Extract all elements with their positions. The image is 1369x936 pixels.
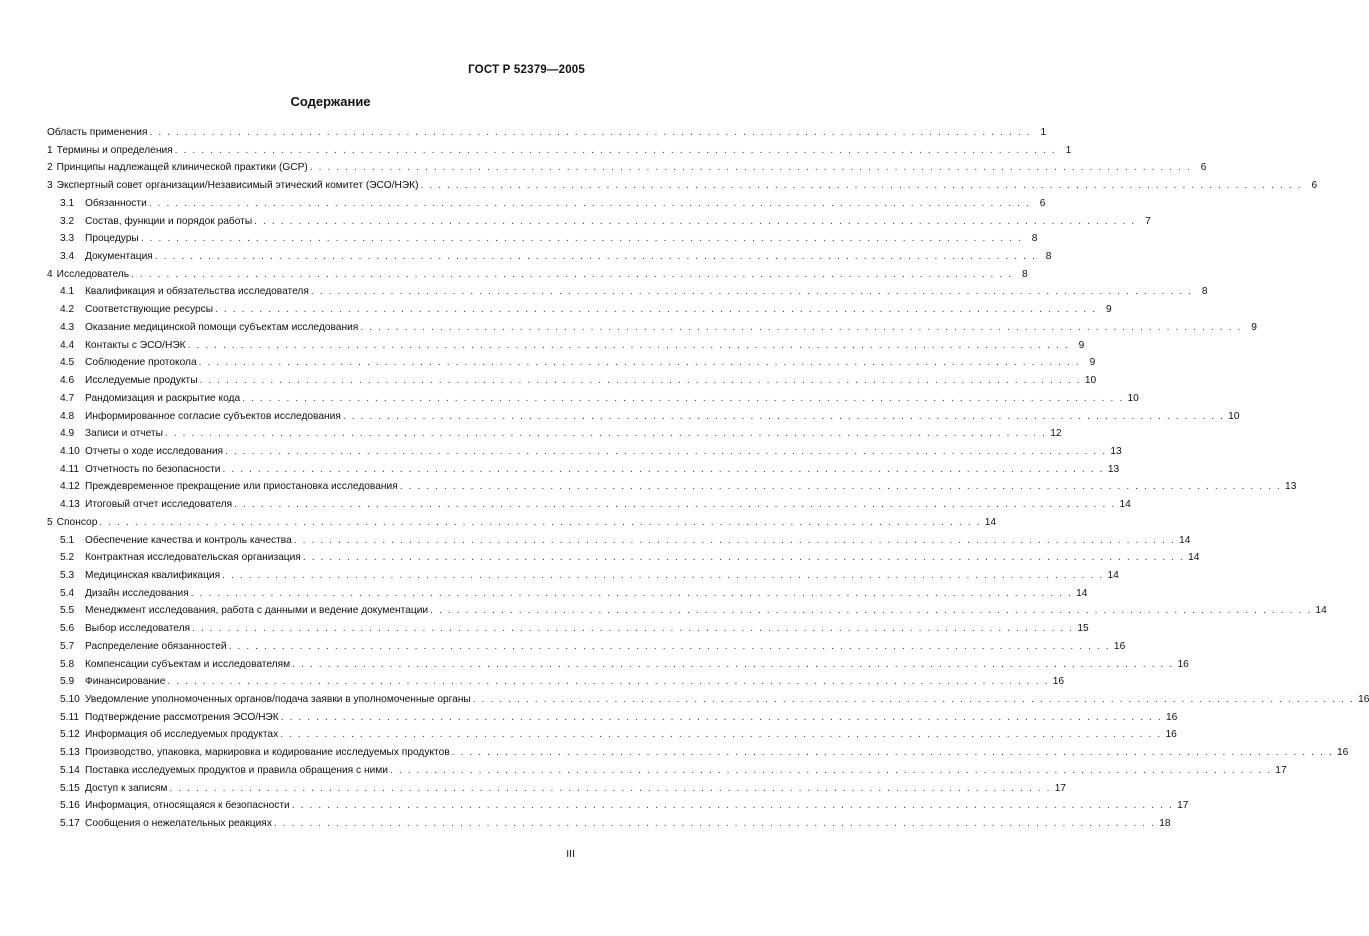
toc-entry-page: 9 — [1106, 304, 1112, 316]
toc-entry-title: Оказание медицинской помощи субъектам исследования — [85, 321, 359, 333]
toc-entry-number: 5.10 — [60, 694, 80, 705]
toc-entry-page: 16 — [1165, 729, 1177, 741]
toc-entry-page: 13 — [1285, 481, 1297, 493]
dot-leader — [280, 726, 1162, 744]
toc-entry-page: 12 — [1050, 428, 1062, 440]
toc-entry-number: 4.8 — [60, 410, 75, 422]
toc-entry[interactable] — [47, 620, 1089, 638]
toc-entry[interactable] — [47, 567, 1119, 585]
toc-entry-number: 5.4 — [60, 587, 75, 599]
toc-entry-number: 4 — [47, 268, 53, 280]
toc-entry-title: Информация, относящаяся к безопасности — [85, 800, 290, 812]
toc-entry-title: Контрактная исследовательская организация — [85, 552, 301, 564]
dot-leader — [274, 815, 1156, 833]
toc-entry-title: Итоговый отчет исследователя — [85, 499, 233, 511]
toc-entry-title: Менеджмент исследования, работа с данными и ведение документации — [85, 605, 429, 617]
toc-entry[interactable] — [47, 514, 997, 532]
toc-entry-number: 5 — [47, 516, 53, 528]
toc-entry-title: Распределение обязанностей — [85, 640, 227, 652]
toc-entry-page: 14 — [1179, 534, 1191, 546]
dot-leader — [294, 532, 1176, 550]
toc-entry[interactable] — [47, 797, 1189, 815]
toc-entry-number: 4.6 — [60, 375, 75, 387]
toc-entry[interactable] — [47, 815, 1171, 833]
dot-leader — [254, 213, 1136, 231]
dot-leader — [311, 283, 1193, 301]
toc-entry-number: 4.12 — [60, 481, 80, 493]
toc-entry-title: Производство, упаковка, маркировка и кодирование исследуемых продуктов — [85, 747, 450, 759]
toc-entry-page: 14 — [984, 516, 997, 528]
toc-entry-title: Квалификация и обязательства исследователя — [85, 286, 309, 298]
toc-entry-title: Информированное согласие субъектов исследования — [85, 410, 341, 422]
dot-leader — [310, 159, 1192, 177]
toc-entry[interactable] — [47, 726, 1177, 744]
toc-entry[interactable] — [47, 780, 1067, 798]
toc-entry-page: 18 — [1159, 818, 1171, 830]
toc-entry-number: 5.11 — [60, 711, 80, 723]
dot-leader — [234, 496, 1116, 514]
toc-entry-number: 5.15 — [60, 782, 80, 794]
toc-entry-number: 4.7 — [60, 392, 75, 404]
toc-entry[interactable] — [47, 602, 1327, 620]
dot-leader — [165, 425, 1047, 443]
dot-leader — [292, 797, 1174, 815]
toc-entry-title: Подтверждение рассмотрения ЭСО/НЭК — [85, 711, 279, 723]
toc-entry[interactable] — [47, 425, 1062, 443]
toc-entry[interactable] — [47, 443, 1122, 461]
toc-entry-page: 9 — [1078, 339, 1085, 351]
toc-entry-number: 4.10 — [60, 445, 80, 457]
toc-entry-title: Соответствующие ресурсы — [85, 304, 214, 316]
dot-leader — [155, 248, 1037, 266]
toc-entry[interactable] — [47, 638, 1126, 656]
toc-entry-number: 2 — [47, 162, 53, 174]
toc-entry-title: Записи и отчеты — [85, 428, 163, 440]
toc-entry-title: Отчеты о ходе исследования — [85, 445, 224, 457]
toc-entry[interactable] — [47, 478, 1297, 496]
toc-entry[interactable] — [47, 283, 1208, 301]
toc-entry-title: Отчетность по безопасности — [85, 463, 221, 475]
toc-entry-title: Финансирование — [85, 676, 166, 688]
toc-entry-title: Контакты с ЭСО/НЭК — [85, 339, 186, 351]
dot-leader — [225, 443, 1107, 461]
toc-entry-number: 4.11 — [60, 463, 80, 475]
toc-entry-number: 3.3 — [60, 233, 75, 245]
dot-leader — [215, 301, 1097, 319]
toc-entry[interactable] — [47, 496, 1131, 514]
toc-entry-page: 1 — [1065, 144, 1072, 156]
toc-entry[interactable] — [47, 585, 1088, 603]
toc-entry-title: Соблюдение протокола — [85, 357, 197, 369]
toc-entry-title: Уведомление уполномоченных органов/подача заявки в уполномоченные органы — [85, 694, 471, 705]
toc-entry-number: 5.8 — [60, 658, 75, 670]
toc-entry-number: 4.5 — [60, 357, 75, 369]
toc-entry-page: 14 — [1188, 552, 1200, 564]
toc-entry-number: 5.17 — [60, 818, 80, 830]
dot-leader — [281, 709, 1163, 727]
dot-leader — [167, 673, 1049, 691]
toc-entry-number: 3 — [47, 180, 53, 192]
dot-leader — [390, 762, 1272, 780]
toc-entry-number: 4.1 — [60, 286, 75, 298]
toc-entry-page: 8 — [1201, 286, 1208, 298]
toc-entry-number: 4.4 — [60, 339, 75, 351]
dot-leader — [99, 514, 981, 532]
toc-entry-page: 15 — [1077, 623, 1089, 635]
toc-entry[interactable] — [47, 177, 1318, 195]
toc-entry-page: 8 — [1045, 251, 1052, 263]
toc-entry[interactable] — [47, 266, 1028, 284]
dot-leader — [169, 780, 1051, 798]
toc-entry[interactable] — [47, 142, 1072, 160]
toc-entry-number: 3.2 — [60, 215, 75, 227]
toc-entry[interactable] — [47, 656, 1189, 674]
dot-leader — [175, 142, 1057, 160]
toc-entry[interactable] — [47, 408, 1240, 426]
toc-entry[interactable] — [47, 709, 1178, 727]
toc-entry-title: Рандомизация и раскрытие кода — [85, 392, 241, 404]
toc-entry-number: 4.9 — [60, 428, 75, 440]
toc-entry[interactable] — [47, 248, 1052, 266]
toc-entry-title: Обязанности — [85, 197, 147, 209]
toc-entry-number: 4.13 — [60, 499, 80, 511]
toc-entry[interactable] — [47, 195, 1046, 213]
dot-leader — [242, 390, 1124, 408]
toc-entry-page: 13 — [1110, 445, 1122, 457]
toc-entry-title: Экспертный совет организации/Независимый этический комитет (ЭСО/НЭК) — [56, 180, 419, 192]
dot-leader — [141, 230, 1023, 248]
dot-leader — [420, 177, 1302, 195]
dot-leader — [360, 319, 1242, 337]
toc-entry-page: 7 — [1145, 215, 1151, 227]
toc-entry-page: 16 — [1336, 747, 1349, 759]
toc-entry-page: 6 — [1311, 180, 1318, 192]
dot-leader — [131, 266, 1013, 284]
toc-entry-number: 5.5 — [60, 605, 75, 617]
document-code: ГОСТ Р 52379—2005 — [468, 64, 585, 76]
dot-leader — [292, 656, 1174, 674]
toc-entry-number: 5.2 — [60, 552, 75, 564]
toc-entry-title: Компенсации субъектам и исследователям — [85, 658, 291, 670]
dot-leader — [199, 354, 1081, 372]
toc-entry-title: Принципы надлежащей клинической практики (GCP) — [56, 162, 308, 174]
toc-entry[interactable] — [47, 372, 1097, 390]
toc-entry-page: 16 — [1113, 640, 1126, 652]
toc-entry-number: 5.3 — [60, 569, 75, 581]
page-number: III — [566, 848, 575, 860]
toc-entry[interactable] — [47, 230, 1038, 248]
dot-leader — [191, 585, 1073, 603]
toc-entry-title: Спонсор — [56, 516, 98, 528]
dot-leader — [303, 549, 1185, 567]
toc-entry-page: 6 — [1200, 162, 1207, 174]
toc-entry[interactable] — [47, 461, 1120, 479]
dot-leader — [229, 638, 1111, 656]
toc-entry-number: 5.12 — [60, 729, 80, 741]
toc-title: Содержание — [290, 94, 371, 109]
toc-entry-page: 16 — [1358, 694, 1369, 705]
toc-entry-title: Дизайн исследования — [85, 587, 189, 599]
toc-entry-number: 5.13 — [60, 747, 80, 759]
toc-entry-number: 5.16 — [60, 800, 80, 812]
toc-entry-title: Процедуры — [85, 233, 139, 245]
toc-entry-page: 14 — [1119, 499, 1131, 511]
toc-entry-number: 4.2 — [60, 304, 75, 316]
dot-leader — [400, 478, 1282, 496]
toc-entry-title: Поставка исследуемых продуктов и правила обращения с ними — [85, 764, 388, 776]
toc-entry[interactable] — [47, 301, 1112, 319]
toc-entry-number: 4.3 — [60, 321, 75, 333]
toc-entry[interactable] — [47, 532, 1191, 550]
dot-leader — [473, 691, 1355, 709]
toc-entry-page: 9 — [1089, 357, 1096, 369]
toc-entry-page: 17 — [1177, 800, 1189, 812]
dot-leader — [343, 408, 1225, 426]
toc-entry-page: 16 — [1052, 676, 1065, 688]
dot-leader — [430, 602, 1312, 620]
toc-entry-page: 9 — [1251, 321, 1257, 333]
toc-entry[interactable] — [47, 159, 1207, 177]
toc-entry[interactable] — [47, 744, 1349, 762]
toc-entry-number: 3.4 — [60, 251, 75, 263]
toc-entry-page: 13 — [1107, 463, 1120, 475]
dot-leader — [192, 620, 1074, 638]
toc-entry-title: Сообщения о нежелательных реакциях — [85, 818, 272, 830]
toc-entry[interactable] — [47, 673, 1065, 691]
toc-entry-title: Информация об исследуемых продуктах — [85, 729, 279, 741]
toc-entry[interactable] — [47, 337, 1085, 355]
toc-entry-title: Состав, функции и порядок работы — [85, 215, 253, 227]
toc-entry-page: 16 — [1166, 711, 1178, 723]
toc-entry-number: 1 — [47, 144, 53, 156]
dot-leader — [149, 124, 1031, 142]
toc-entry[interactable] — [47, 762, 1287, 780]
toc-entry-page: 14 — [1076, 587, 1088, 599]
toc-entry-title: Исследователь — [56, 268, 130, 280]
toc-entry-number: 5.1 — [60, 534, 75, 546]
toc-entry-number: 5.6 — [60, 623, 75, 635]
dot-leader — [188, 337, 1070, 355]
dot-leader — [149, 195, 1031, 213]
toc-entry[interactable] — [47, 691, 1369, 709]
toc-entry-number: 3.1 — [60, 197, 75, 209]
toc-entry[interactable] — [47, 319, 1257, 337]
toc-entry[interactable] — [47, 213, 1151, 231]
toc-entry-page: 17 — [1054, 782, 1067, 794]
toc-entry-title: Выбор исследователя — [85, 623, 191, 635]
toc-entry-title: Преждевременное прекращение или приостановка исследования — [85, 481, 398, 493]
toc-entry-number: 5.9 — [60, 676, 75, 688]
toc-entry-page: 8 — [1022, 268, 1028, 280]
toc-entry-title: Обеспечение качества и контроль качества — [85, 534, 292, 546]
dot-leader — [452, 744, 1334, 762]
toc-entry-page: 17 — [1275, 764, 1287, 776]
toc-entry-number: 5.14 — [60, 764, 80, 776]
dot-leader — [223, 461, 1105, 479]
toc-entry-page: 14 — [1315, 605, 1327, 617]
toc-entry-number: 5.7 — [60, 640, 75, 652]
toc-entry-page: 1 — [1040, 127, 1047, 138]
toc-entry[interactable] — [47, 124, 1047, 142]
toc-entry-page: 6 — [1039, 197, 1046, 209]
toc-entry-page: 10 — [1228, 410, 1240, 422]
dot-leader — [222, 567, 1104, 585]
toc-entry-title: Документация — [85, 251, 153, 263]
toc-entry-title: Термины и определения — [56, 144, 173, 156]
toc-entry-page: 14 — [1107, 569, 1119, 581]
toc-entry[interactable] — [47, 390, 1139, 408]
toc-entry-title: Область применения — [47, 127, 148, 138]
toc-entry-page: 10 — [1127, 392, 1139, 404]
toc-entry-page: 10 — [1084, 375, 1097, 387]
table-of-contents — [47, 124, 1369, 833]
toc-entry-page: 8 — [1031, 233, 1038, 245]
toc-entry-title: Доступ к записям — [85, 782, 168, 794]
toc-entry[interactable] — [47, 549, 1200, 567]
toc-entry[interactable] — [47, 354, 1096, 372]
toc-entry-page: 16 — [1177, 658, 1189, 670]
dot-leader — [200, 372, 1082, 390]
toc-entry-title: Исследуемые продукты — [85, 375, 198, 387]
toc-entry-title: Медицинская квалификация — [85, 569, 221, 581]
